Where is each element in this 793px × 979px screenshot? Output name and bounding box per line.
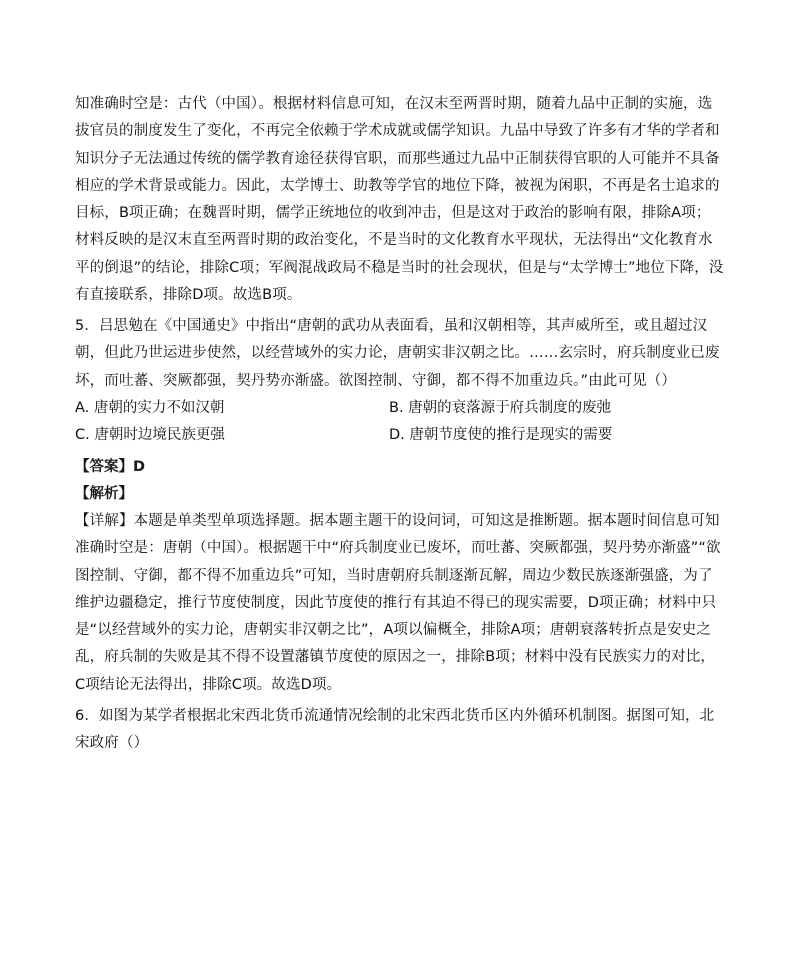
answer-line bbox=[75, 454, 145, 481]
question-5-stem: 5．吕思勉在《中国通史》中指出“唐朝的武功从表面看，虽和汉朝相等，其声威所至，或且超过汉朝，但此乃世运进步使然，以经营域外的实力论，唐朝实非汉朝之比。……玄宗时，府兵制度业已废坏，而吐蕃、突厥都强，契丹势亦渐盛。欲图控制、守御，都不得不加重边兵。”由此可见（） bbox=[75, 318, 720, 389]
previous-answer-explanation: 知准确时空是：古代（中国）。根据材料信息可知，在汉末至两晋时期，随着九品中正制的实施，选拔官员的制度发生了变化，不再完全依赖于学术成就或儒学知识。九品中导致了许多有才华的学者和知识分子无法通过传统的儒学教育途径获得官职，而那些通过九品中正制获得官职的人可能并不具备相应的学术背景或能力。因此，太学博士、助教等学官的地位下降，被视为闲职，不再是名士追求的目标，B项正确；在魏晋时期，儒学正统地位的收到冲击，但是这对于政治的影响有限，排除A项；材料反映的是汉末直至两晋时期的政治变化，不是当时的文化教育水平现状，无法得出“文化教育水平的倒退”的结论，排除C项；军阀混战政局不稳是当时的社会现状，但是与“太学博士”地位下降，没有直接联系，排除D项。故选B项。 bbox=[75, 96, 724, 304]
question-5-option-c: C. 唐朝时边境民族更强 bbox=[75, 427, 225, 443]
question-5-option-b: B. 唐朝的衰落源于府兵制度的废弛 bbox=[389, 400, 612, 416]
question-5-detail: 【详解】本题是单类型单项选择题。据本题主题干的设问词，可知这是推断题。据本题时间信息可知准确时空是：唐朝（中国）。根据题干中“府兵制度业已废坏，而吐蕃、突厥都强，契丹势亦渐盛”“欲图控制、守御，都不得不加重边兵”可知，当时唐朝府兵制逐渐瓦解，周边少数民族逐渐强盛，为了维护边疆稳定，推行节度使制度，因此节度使的推行有其迫不得已的现实需要，D项正确；材料中只是“以经营域外的实力论，唐朝实非汉朝之比”，A项以偏概全，排除A项；唐朝衰落转折点是安史之乱，府兵制的失败是其不得不设置藩镇节度使的原因之一，排除B项；材料中没有民族实力的对比，C项结论无法得出，排除C项。故选D项。 bbox=[75, 513, 721, 693]
analysis-label: 【解析】 bbox=[75, 486, 133, 502]
answer-label: 【答案】 bbox=[75, 459, 133, 475]
answer-value: D bbox=[133, 459, 146, 475]
question-6-stem: 6．如图为某学者根据北宋西北货币流通情况绘制的北宋西北货币区内外循环机制图。据图可知，北宋政府（） bbox=[75, 708, 715, 752]
question-5-option-d: D. 唐朝节度使的推行是现实的需要 bbox=[389, 427, 613, 443]
question-5-option-a: A. 唐朝的实力不如汉朝 bbox=[75, 400, 225, 416]
